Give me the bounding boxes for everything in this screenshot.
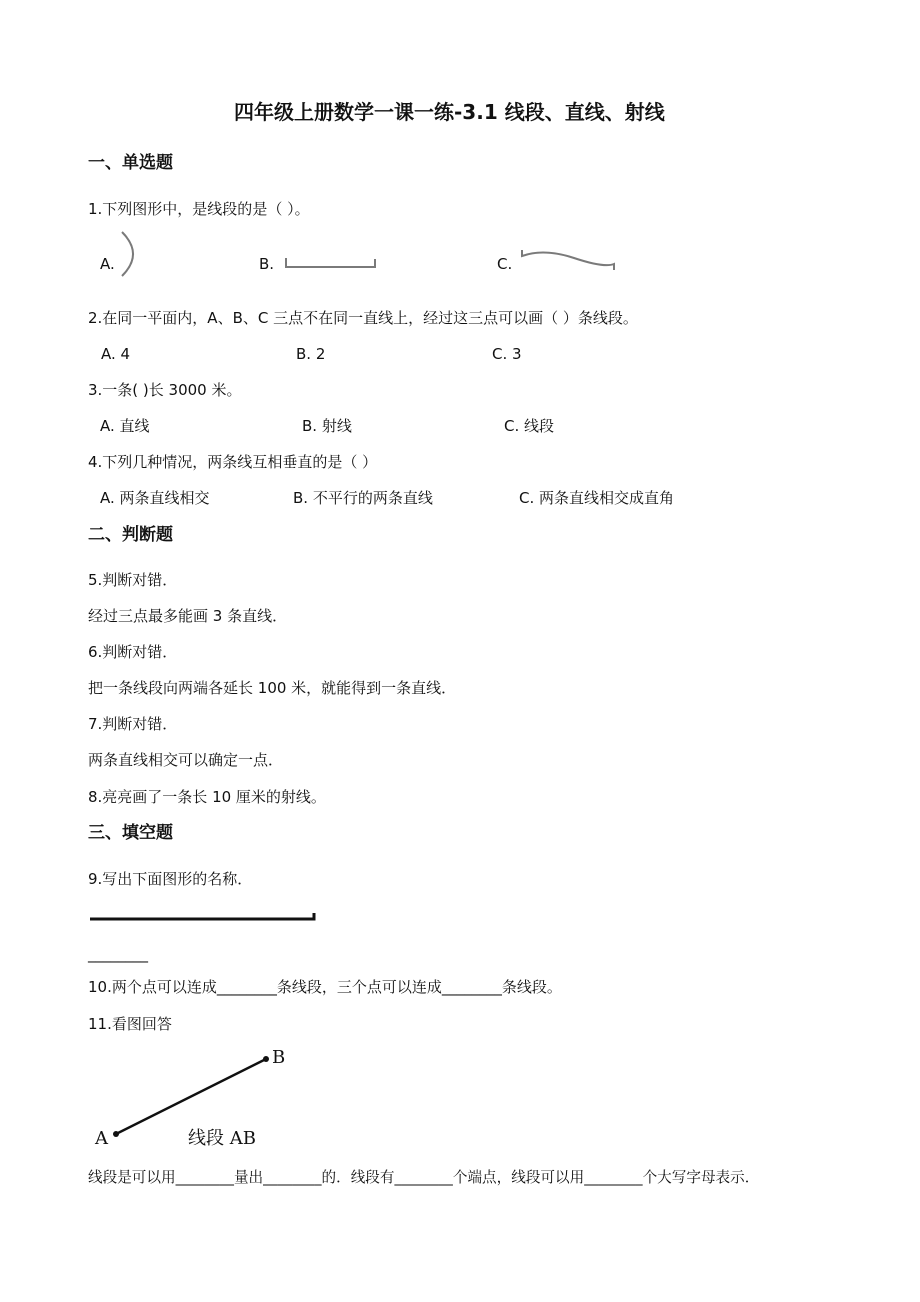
section-heading-true-false: 二、判断题	[88, 525, 173, 545]
question-2-option-b: B. 2	[296, 345, 326, 363]
question-1-option-b: B.	[259, 255, 275, 273]
question-9-stem: 9.写出下面图形的名称．	[88, 870, 253, 888]
question-7-stem: 7.判断对错．	[88, 715, 178, 733]
option-b-segment-figure	[284, 256, 378, 270]
question-5-stem: 5.判断对错．	[88, 571, 178, 589]
endpoint-b-dot	[263, 1056, 269, 1062]
question-4-stem: 4.下列几种情况，两条线互相垂直的是（ ）	[88, 453, 378, 471]
question-3-option-c: C. 线段	[504, 417, 555, 435]
endpoint-a-dot	[113, 1131, 119, 1137]
question-8-stem: 8.亮亮画了一条长 10 厘米的射线。	[88, 788, 326, 806]
question-1-option-c: C.	[497, 255, 513, 273]
option-c-curve-figure	[518, 246, 618, 274]
question-3-stem: 3.一条( )长 3000 米。	[88, 381, 242, 399]
question-3-option-b: B. 射线	[302, 417, 352, 435]
question-6-statement: 把一条线段向两端各延长 100 米，就能得到一条直线．	[88, 679, 457, 697]
endpoint-a-label: A	[95, 1128, 108, 1149]
question-2-option-c: C. 3	[492, 345, 522, 363]
question-4-option-b: B. 不平行的两条直线	[293, 489, 433, 507]
question-1-stem: 1.下列图形中，是线段的是（ ）。	[88, 200, 310, 218]
question-4-option-a: A. 两条直线相交	[100, 489, 210, 507]
segment-ab-line	[116, 1059, 266, 1134]
option-a-arc-figure	[118, 230, 142, 278]
question-2-option-a: A. 4	[101, 345, 131, 363]
question-11-stem: 11.看图回答	[88, 1015, 172, 1033]
question-10-stem: 10.两个点可以连成________条线段，三个点可以连成________条线段。	[88, 978, 562, 996]
question-5-statement: 经过三点最多能画 3 条直线．	[88, 607, 288, 625]
question-6-stem: 6.判断对错．	[88, 643, 178, 661]
question-9-answer-blank: ________	[88, 945, 148, 963]
question-3-option-a: A. 直线	[100, 417, 150, 435]
endpoint-b-label: B	[272, 1047, 286, 1068]
page-title: 四年级上册数学一课一练-3.1 线段、直线、射线	[234, 100, 665, 124]
question-11-answer: 线段是可以用________量出________的．线段有________个端点，线段可以用________个大写字母表示．	[88, 1169, 760, 1186]
question-2-stem: 2.在同一平面内，A、B、C 三点不在同一直线上，经过这三点可以画（ ）条线段。	[88, 309, 638, 327]
section-heading-fill-blank: 三、填空题	[88, 823, 173, 843]
question-7-statement: 两条直线相交可以确定一点．	[88, 751, 284, 769]
section-heading-single-choice: 一、单选题	[88, 153, 173, 173]
question-9-ray-figure	[90, 910, 318, 924]
segment-ab-caption: 线段 AB	[188, 1128, 256, 1149]
question-1-option-a: A.	[100, 255, 115, 273]
question-4-option-c: C. 两条直线相交成直角	[519, 489, 675, 507]
